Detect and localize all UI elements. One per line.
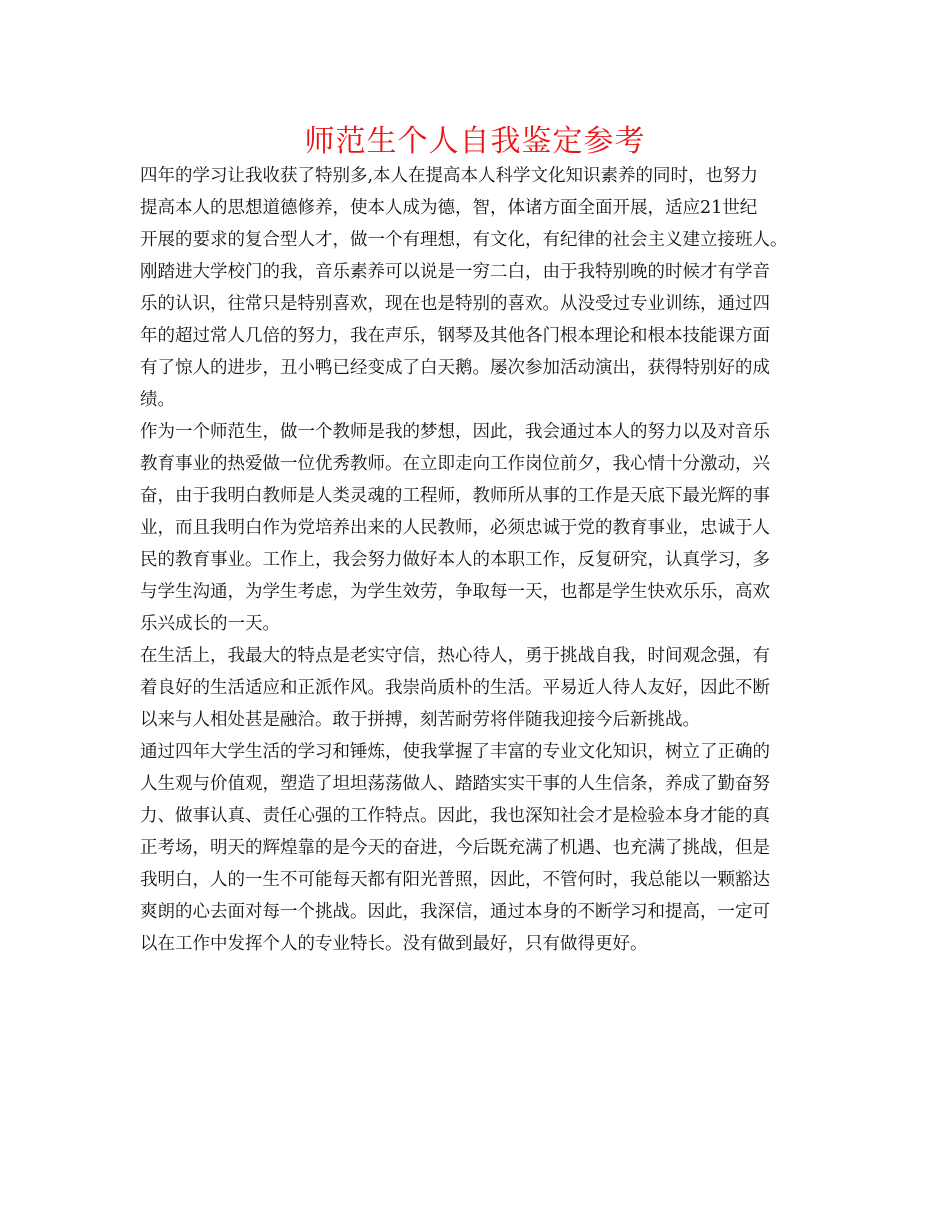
text-line: 乐兴成长的一天。 (140, 614, 280, 634)
text-line: 绩。 (140, 390, 175, 410)
text-line: 乐的认识，往常只是特别喜欢，现在也是特别的喜欢。从没受过专业训练，通过四 (140, 294, 770, 314)
text-line: 以在工作中发挥个人的专业特长。没有做到最好，只有做得更好。 (140, 934, 648, 954)
text-line: 正考场，明天的辉煌靠的是今天的奋进，今后既充满了机遇、也充满了挑战，但是 (140, 838, 770, 858)
text-line: 年的超过常人几倍的努力，我在声乐，钢琴及其他各门根本理论和根本技能课方面 (140, 326, 770, 346)
text-line: 爽朗的心去面对每一个挑战。因此，我深信，通过本身的不断学习和提高，一定可 (140, 902, 770, 922)
paragraph-4 (140, 640, 820, 736)
paragraph-1 (140, 160, 820, 256)
paragraph-2 (140, 256, 820, 416)
text-line: 以来与人相处甚是融洽。敢于拼搏，刻苦耐劳将伴随我迎接今后新挑战。 (140, 710, 700, 730)
page-title: 师范生个人自我鉴定参考 (304, 124, 646, 159)
text-line: 力、做事认真、责任心强的工作特点。因此，我也深知社会才是检验本身才能的真 (140, 806, 770, 826)
text-line: 开展的要求的复合型人才，做一个有理想，有文化，有纪律的社会主义建立接班人。 (140, 230, 788, 250)
text-line: 通过四年大学生活的学习和锤炼，使我掌握了丰富的专业文化知识，树立了正确的 (140, 742, 770, 762)
paragraph-3 (140, 416, 820, 640)
text-line: 刚踏进大学校门的我，音乐素养可以说是一穷二白，由于我特别晚的时候才有学音 (140, 262, 770, 282)
text-line: 奋，由于我明白教师是人类灵魂的工程师，教师所从事的工作是天底下最光辉的事 (140, 486, 770, 506)
text-line: 有了惊人的进步，丑小鸭已经变成了白天鹅。屡次参加活动演出，获得特别好的成 (140, 358, 770, 378)
text-line: 与学生沟通，为学生考虑，为学生效劳，争取每一天，也都是学生快欢乐乐，高欢 (140, 582, 770, 602)
paragraph-5 (140, 736, 820, 960)
text-line: 人生观与价值观，塑造了坦坦荡荡做人、踏踏实实干事的人生信条，养成了勤奋努 (140, 774, 770, 794)
text-line: 着良好的生活适应和正派作风。我崇尚质朴的生活。平易近人待人友好，因此不断 (140, 678, 770, 698)
text-line: 在生活上，我最大的特点是老实守信，热心待人，勇于挑战自我，时间观念强，有 (140, 646, 770, 666)
text-line: 民的教育事业。工作上，我会努力做好本人的本职工作，反复研究，认真学习，多 (140, 550, 770, 570)
text-line: 我明白，人的一生不可能每天都有阳光普照，因此，不管何时，我总能以一颗豁达 (140, 870, 770, 890)
text-line: 提高本人的思想道德修养，使本人成为德，智，体诸方面全面开展，适应21世纪 (140, 198, 758, 218)
text-line: 业，而且我明白作为党培养出来的人民教师，必须忠诚于党的教育事业，忠诚于人 (140, 518, 770, 538)
text-line: 作为一个师范生，做一个教师是我的梦想，因此，我会通过本人的努力以及对音乐 (140, 422, 770, 442)
text-line: 教育事业的热爱做一位优秀教师。在立即走向工作岗位前夕，我心情十分激动，兴 (140, 454, 770, 474)
document-body (140, 160, 820, 960)
text-line: 四年的学习让我收获了特别多,本人在提高本人科学文化知识素养的同时，也努力 (140, 166, 759, 186)
